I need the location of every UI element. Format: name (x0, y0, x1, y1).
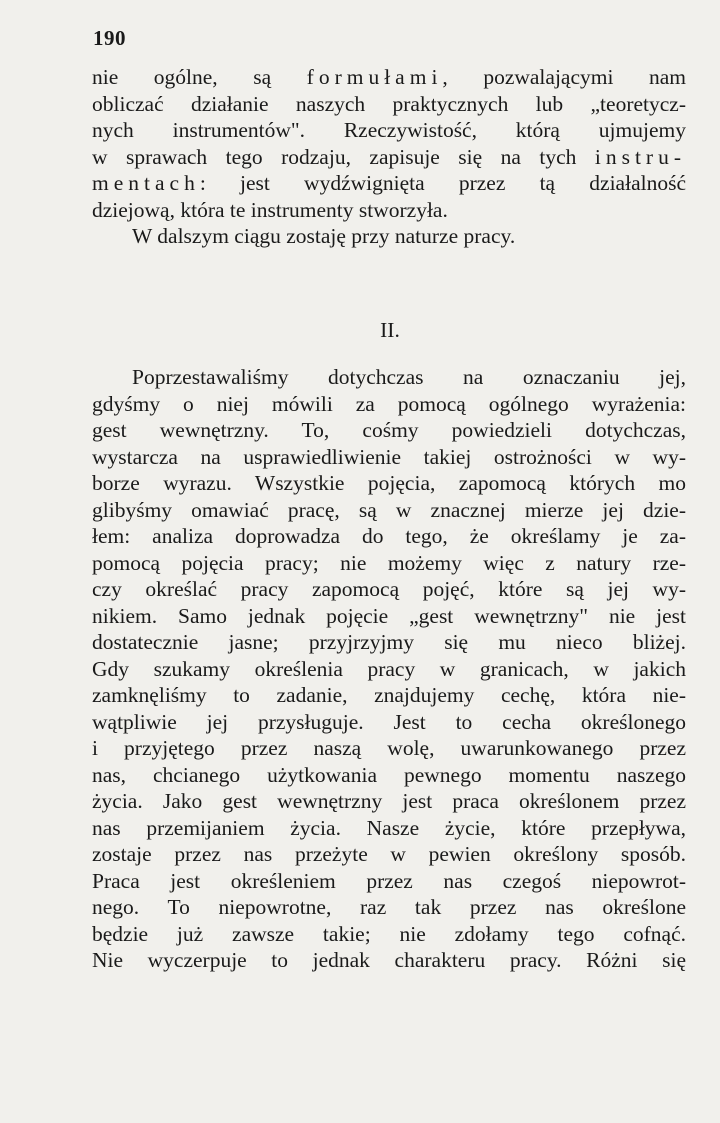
text-line: łem: analiza doprowadza do tego, że określamy je za- (92, 524, 686, 548)
text-line: dziejową, która te instrumenty stworzyła. (92, 197, 448, 222)
text-line: nas, chcianego użytkowania pewnego momentu naszego (92, 762, 686, 787)
page-number: 190 (93, 26, 126, 50)
text-line: w sprawach tego rodzaju, zapisuje się na tych instru- (92, 144, 686, 169)
text-line: czy określać pracy zapomocą pojęć, które są jej wy- (92, 577, 686, 601)
text-line: glibyśmy omawiać pracę, są w znacznej mierze jej dzie- (92, 497, 686, 522)
text-line: Gdy szukamy określenia pracy w granicach, w jakich (92, 656, 686, 681)
text-line: nie ogólne, są formułami, pozwalającymi nam (92, 65, 686, 89)
paragraph-main (92, 364, 686, 974)
text-line: wystarcza na usprawiedliwienie takiej ostrożności w wy- (92, 444, 686, 469)
text-line: wątpliwie jej przysługuje. Jest to cecha określonego (92, 709, 686, 734)
section-heading: II. (380, 318, 400, 342)
text-line: nego. To niepowrotne, raz tak przez nas określone (92, 895, 686, 919)
text-line: nych instrumentów". Rzeczywistość, którą ujmujemy (92, 118, 686, 142)
paragraph-top (92, 64, 686, 250)
text-line: zamknęliśmy to zadanie, znajdujemy cechę, która nie- (92, 683, 686, 707)
text-line: nikiem. Samo jednak pojęcie „gest wewnętrzny" nie jest (92, 603, 686, 628)
text-line: Praca jest określeniem przez nas czegoś niepowrot- (92, 868, 686, 893)
text-line: obliczać działanie naszych praktycznych lub „teoretycz- (92, 91, 686, 116)
text-line: gest wewnętrzny. To, cośmy powiedzieli dotychczas, (92, 418, 686, 442)
text-line: nas przemijaniem życia. Nasze życie, które przepływa, (92, 815, 686, 840)
text-line: i przyjętego przez naszą wolę, uwarunkowanego przez (92, 736, 686, 760)
text-line: dostatecznie jasne; przyjrzyjmy się mu nieco bliżej. (92, 630, 686, 654)
text-line: życia. Jako gest wewnętrzny jest praca określonem przez (92, 789, 686, 813)
text-line: W dalszym ciągu zostaję przy naturze pracy. (132, 224, 516, 248)
text-line: mentach: jest wydźwignięta przez tą działalność (92, 171, 686, 195)
text-line: borze wyrazu. Wszystkie pojęcia, zapomocą których mo (92, 471, 686, 495)
text-line: zostaje przez nas przeżyte w pewien określony sposób. (92, 842, 686, 866)
text-line: Poprzestawaliśmy dotychczas na oznaczaniu jej, (132, 365, 686, 389)
text-line: będzie już zawsze takie; nie zdołamy tego cofnąć. (92, 921, 686, 946)
text-line: gdyśmy o niej mówili za pomocą ogólnego wyrażenia: (92, 391, 686, 416)
text-line: Nie wyczerpuje to jednak charakteru pracy. Różni się (92, 948, 686, 972)
text-line: pomocą pojęcia pracy; nie możemy więc z natury rze- (92, 550, 686, 575)
